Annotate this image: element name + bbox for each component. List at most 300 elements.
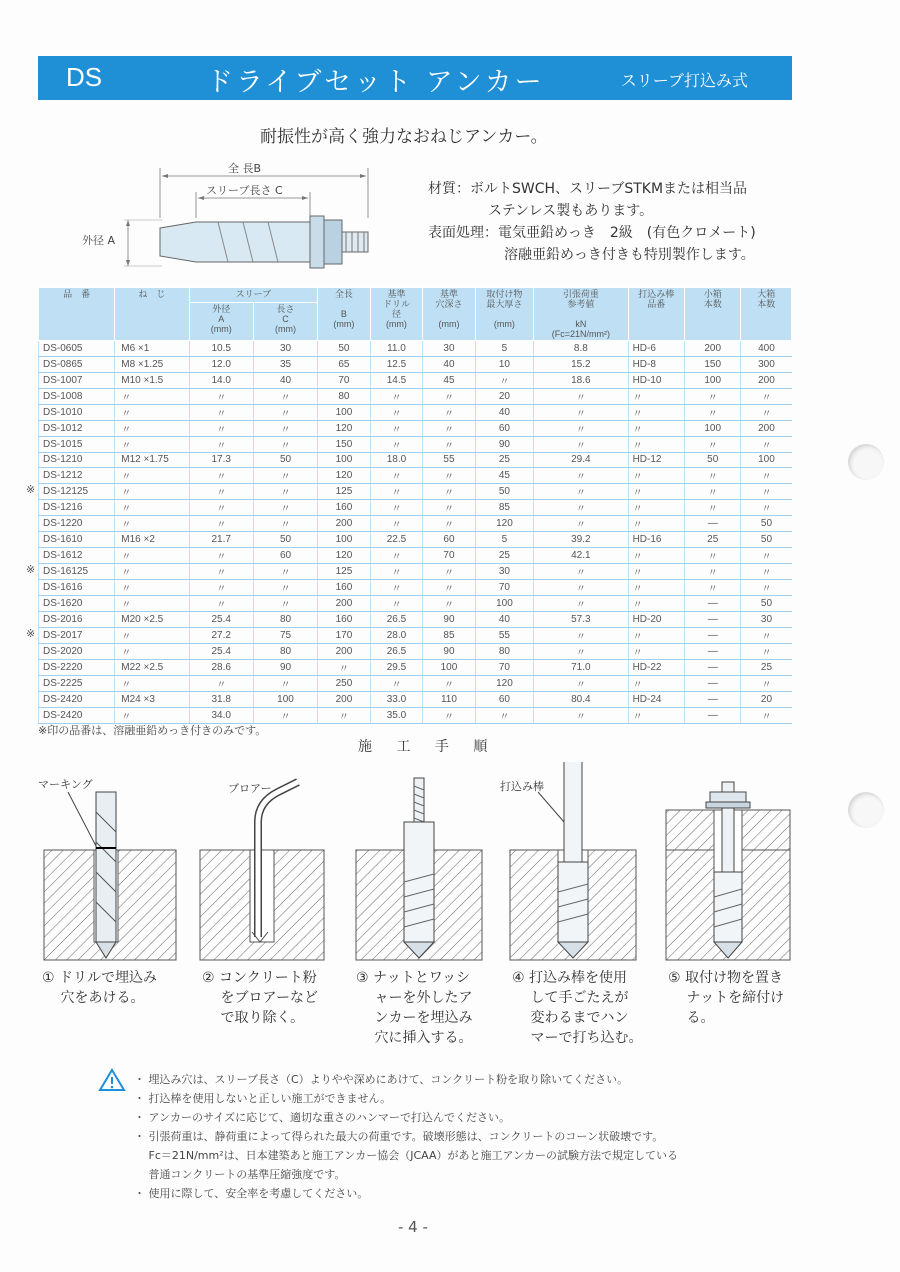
cell-large: 〃	[741, 436, 792, 452]
cell-a: 〃	[189, 548, 253, 564]
tagline: 耐振性が高く強力なおねじアンカー。	[260, 127, 548, 147]
cell-thread: 〃	[115, 436, 189, 452]
th-thread: ね じ	[115, 288, 189, 341]
cell-load: 42.1	[534, 548, 628, 564]
cell-drill: 12.5	[370, 356, 423, 372]
step-4-caption: ④ 打込み棒を使用 して手ごたえが 変わるまでハン マーで打ち込む。	[512, 970, 643, 1046]
cell-load: 〃	[534, 484, 628, 500]
cell-drill: 〃	[370, 675, 423, 691]
cell-thick: 30	[475, 564, 533, 580]
step5-drawing	[666, 782, 790, 960]
cell-depth: 85	[423, 627, 476, 643]
spec-material: 材質：ボルトSWCH、スリーブSTKMまたは相当品	[428, 181, 748, 197]
cell-thread: 〃	[115, 596, 189, 612]
cell-thread: M22 ×2.5	[115, 659, 189, 675]
cell-thread: 〃	[115, 388, 189, 404]
cell-depth: 〃	[423, 404, 476, 420]
anchor-drawing	[78, 158, 378, 278]
cell-small: —	[685, 643, 741, 659]
cell-depth: 〃	[423, 564, 476, 580]
cell-part: DS-12125	[39, 484, 115, 500]
spec-table	[38, 287, 792, 724]
cell-load: 18.6	[534, 372, 628, 388]
step-1-caption: ① ドリルで埋込み 穴をあける。	[42, 970, 158, 1006]
cell-tool: 〃	[628, 404, 684, 420]
cell-drill: 26.5	[370, 643, 423, 659]
cell-tool: HD-8	[628, 356, 684, 372]
cell-a: 〃	[189, 516, 253, 532]
binder-hole	[848, 792, 884, 828]
cell-thread: M10 ×1.5	[115, 372, 189, 388]
cell-drill: 〃	[370, 516, 423, 532]
cell-thread: M16 ×2	[115, 532, 189, 548]
cell-part: DS-2016	[39, 612, 115, 628]
cell-b: 160	[318, 612, 371, 628]
cell-a: 12.0	[189, 356, 253, 372]
th-total: 全長 B (mm)	[318, 288, 371, 341]
cell-b: 160	[318, 580, 371, 596]
cell-part: DS-1220	[39, 516, 115, 532]
cell-depth: 〃	[423, 596, 476, 612]
cell-large: 50	[741, 532, 792, 548]
cell-c: 30	[253, 341, 317, 357]
cell-drill: 35.0	[370, 707, 423, 723]
cell-depth: 55	[423, 452, 476, 468]
cell-thick: 〃	[475, 372, 533, 388]
cell-small: —	[685, 596, 741, 612]
table-row	[39, 596, 792, 612]
cell-thread: 〃	[115, 580, 189, 596]
cell-part: DS-1612	[39, 548, 115, 564]
step1-drawing	[38, 778, 176, 960]
cell-load: 〃	[534, 707, 628, 723]
cell-tool: 〃	[628, 548, 684, 564]
cell-part: DS-1216	[39, 500, 115, 516]
cell-large: 〃	[741, 500, 792, 516]
cell-tool: 〃	[628, 707, 684, 723]
cell-a: 25.4	[189, 643, 253, 659]
hot-dip-marker: ※	[26, 483, 36, 496]
cell-drill: 〃	[370, 388, 423, 404]
cell-thick: 5	[475, 532, 533, 548]
cell-part: DS-1616	[39, 580, 115, 596]
cell-depth: 45	[423, 372, 476, 388]
cell-thick: 50	[475, 484, 533, 500]
cell-a: 27.2	[189, 627, 253, 643]
marking-label: マーキング	[38, 778, 93, 791]
cell-thread: M12 ×1.75	[115, 452, 189, 468]
cell-depth: 30	[423, 341, 476, 357]
cell-load: 〃	[534, 580, 628, 596]
cell-depth: 〃	[423, 436, 476, 452]
cell-load: 29.4	[534, 452, 628, 468]
cell-c: 75	[253, 627, 317, 643]
product-subtitle: スリーブ打込み式	[620, 71, 748, 90]
cell-tool: HD-12	[628, 452, 684, 468]
cell-a: 〃	[189, 500, 253, 516]
table-row	[39, 707, 792, 723]
cell-b: 150	[318, 436, 371, 452]
cell-small: —	[685, 675, 741, 691]
cell-load: 〃	[534, 627, 628, 643]
cell-b: 100	[318, 452, 371, 468]
cell-drill: 〃	[370, 500, 423, 516]
cell-small: 〃	[685, 404, 741, 420]
cell-b: 200	[318, 516, 371, 532]
cell-c: 〃	[253, 484, 317, 500]
cell-a: 〃	[189, 580, 253, 596]
cell-drill: 〃	[370, 580, 423, 596]
cell-a: 10.5	[189, 341, 253, 357]
spec-stainless: ステンレス製もあります。	[488, 203, 654, 219]
table-row	[39, 580, 792, 596]
cell-a: 28.6	[189, 659, 253, 675]
cell-small: 〃	[685, 468, 741, 484]
th-load: 引張荷重 参考値 kN (Fc=21N/mm²)	[534, 288, 628, 341]
cell-load: 〃	[534, 404, 628, 420]
cell-load: 57.3	[534, 612, 628, 628]
cell-drill: 26.5	[370, 612, 423, 628]
th-part: 品 番	[39, 288, 115, 341]
th-depth: 基準 穴深さ (mm)	[423, 288, 476, 341]
cell-depth: 〃	[423, 675, 476, 691]
table-row	[39, 516, 792, 532]
cell-thread: 〃	[115, 548, 189, 564]
cell-c: 〃	[253, 500, 317, 516]
cell-load: 〃	[534, 643, 628, 659]
cell-tool: HD-6	[628, 341, 684, 357]
cell-thread: 〃	[115, 564, 189, 580]
cell-tool: HD-10	[628, 372, 684, 388]
cell-c: 80	[253, 643, 317, 659]
th-large: 大箱 本数	[741, 288, 792, 341]
table-row	[39, 341, 792, 357]
cell-load: 〃	[534, 596, 628, 612]
cell-depth: 〃	[423, 500, 476, 516]
material-specs	[428, 178, 756, 266]
cell-large: 50	[741, 516, 792, 532]
table-row	[39, 484, 792, 500]
note-3: ・ アンカーのサイズに応じて、適切な重さのハンマーで打込んでください。	[134, 1111, 510, 1124]
cell-small: 200	[685, 341, 741, 357]
cell-thread: 〃	[115, 404, 189, 420]
cell-drill: 33.0	[370, 691, 423, 707]
note-1: ・ 埋込み穴は、スリーブ長さ（C）よりやや深めにあけて、コンクリート粉を取り除いてください。	[134, 1073, 629, 1086]
cell-large: 〃	[741, 484, 792, 500]
cell-thread: 〃	[115, 484, 189, 500]
cell-part: DS-1210	[39, 452, 115, 468]
table-row	[39, 612, 792, 628]
cell-b: 170	[318, 627, 371, 643]
cell-c: 〃	[253, 580, 317, 596]
cell-large: 200	[741, 420, 792, 436]
cell-part: DS-2017	[39, 627, 115, 643]
cell-load: 〃	[534, 500, 628, 516]
cell-depth: 〃	[423, 468, 476, 484]
sleeve-length-label: スリーブ長さ C	[206, 184, 283, 197]
cell-depth: 〃	[423, 580, 476, 596]
note-4: ・ 引張荷重は、静荷重によって得られた最大の荷重です。破壊形態は、コンクリートのコーン状破壊です。	[134, 1130, 664, 1143]
cell-small: —	[685, 707, 741, 723]
table-row	[39, 500, 792, 516]
cell-tool: HD-24	[628, 691, 684, 707]
cell-b: 250	[318, 675, 371, 691]
driver-label: 打込み棒	[500, 780, 544, 793]
cell-load: 〃	[534, 436, 628, 452]
cell-small: —	[685, 659, 741, 675]
cell-load: 15.2	[534, 356, 628, 372]
cell-b: 〃	[318, 659, 371, 675]
cell-large: 〃	[741, 388, 792, 404]
cell-b: 50	[318, 341, 371, 357]
cell-drill: 11.0	[370, 341, 423, 357]
cell-part: DS-1007	[39, 372, 115, 388]
cell-b: 〃	[318, 707, 371, 723]
step-2-caption: ② コンクリート粉 をブロアーなど で取り除く。	[202, 970, 319, 1026]
hot-dip-marker: ※	[26, 627, 36, 640]
cell-load: 39.2	[534, 532, 628, 548]
cell-thread: 〃	[115, 675, 189, 691]
cell-thread: 〃	[115, 420, 189, 436]
cell-thick: 40	[475, 612, 533, 628]
th-outer: 外径 A (mm)	[189, 302, 253, 340]
cell-a: 〃	[189, 468, 253, 484]
cell-small: 〃	[685, 580, 741, 596]
th-length: 長さ C (mm)	[253, 302, 317, 340]
cell-b: 120	[318, 468, 371, 484]
cell-depth: 〃	[423, 484, 476, 500]
cell-thick: 〃	[475, 707, 533, 723]
th-thickness: 取付け物 最大厚さ (mm)	[475, 288, 533, 341]
cell-large: 〃	[741, 707, 792, 723]
cell-small: 50	[685, 452, 741, 468]
cell-thick: 60	[475, 691, 533, 707]
cell-load: 8.8	[534, 341, 628, 357]
cell-drill: 〃	[370, 468, 423, 484]
table-row	[39, 388, 792, 404]
cell-load: 〃	[534, 564, 628, 580]
cell-b: 200	[318, 691, 371, 707]
total-length-label: 全 長B	[228, 162, 262, 175]
cell-a: 〃	[189, 404, 253, 420]
cell-c: 〃	[253, 596, 317, 612]
cell-small: —	[685, 612, 741, 628]
cell-small: 〃	[685, 388, 741, 404]
cell-b: 120	[318, 548, 371, 564]
cell-load: 〃	[534, 388, 628, 404]
cell-small: 〃	[685, 436, 741, 452]
cell-thick: 25	[475, 548, 533, 564]
table-row	[39, 404, 792, 420]
cell-b: 120	[318, 420, 371, 436]
cell-tool: 〃	[628, 436, 684, 452]
table-row	[39, 643, 792, 659]
cell-part: DS-2220	[39, 659, 115, 675]
cell-thick: 90	[475, 436, 533, 452]
cell-small: 25	[685, 532, 741, 548]
binder-hole	[848, 444, 884, 480]
cell-c: 80	[253, 612, 317, 628]
table-row	[39, 468, 792, 484]
anchor-diagram	[78, 158, 378, 278]
cell-small: 〃	[685, 484, 741, 500]
cell-part: DS-2420	[39, 707, 115, 723]
cell-large: 〃	[741, 675, 792, 691]
cell-part: DS-2020	[39, 643, 115, 659]
spec-hot-dip: 溶融亜鉛めっき付きも特別製作します。	[504, 247, 755, 263]
cell-thread: 〃	[115, 643, 189, 659]
cell-thick: 20	[475, 388, 533, 404]
cell-depth: 100	[423, 659, 476, 675]
th-sleeve: スリーブ	[189, 288, 318, 303]
cell-a: 〃	[189, 596, 253, 612]
table-footnote: ※印の品番は、溶融亜鉛めっき付きのみです。	[38, 724, 267, 737]
note-5: Fc＝21N/mm²は、日本建築あと施工アンカー協会（JCAA）があと施工アンカーの試験方法で規定している	[134, 1149, 679, 1162]
cell-part: DS-1012	[39, 420, 115, 436]
cell-depth: 40	[423, 356, 476, 372]
cell-large: 〃	[741, 643, 792, 659]
table-row	[39, 659, 792, 675]
cell-b: 100	[318, 532, 371, 548]
note-6: 普通コンクリートの基準圧縮強度です。	[134, 1168, 346, 1181]
cell-load: 〃	[534, 516, 628, 532]
cell-c: 60	[253, 548, 317, 564]
table-row	[39, 452, 792, 468]
cell-c: 〃	[253, 388, 317, 404]
cell-c: 〃	[253, 468, 317, 484]
cell-part: DS-0605	[39, 341, 115, 357]
hot-dip-marker: ※	[26, 563, 36, 576]
cell-tool: 〃	[628, 564, 684, 580]
cell-c: 100	[253, 691, 317, 707]
cell-b: 65	[318, 356, 371, 372]
cell-depth: 〃	[423, 516, 476, 532]
cell-depth: 90	[423, 612, 476, 628]
step-3-caption: ③ ナットとワッシ ャーを外したア ンカーを埋込み 穴に挿入する。	[356, 970, 473, 1046]
cell-drill: 14.5	[370, 372, 423, 388]
cell-thread: M8 ×1.25	[115, 356, 189, 372]
cell-drill: 〃	[370, 436, 423, 452]
cell-large: 50	[741, 596, 792, 612]
cell-large: 〃	[741, 548, 792, 564]
cell-drill: 〃	[370, 420, 423, 436]
table-row	[39, 420, 792, 436]
cell-large: 30	[741, 612, 792, 628]
cell-tool: 〃	[628, 420, 684, 436]
procedure-title: 施 工 手 順	[358, 739, 498, 755]
cell-part: DS-1008	[39, 388, 115, 404]
cell-drill: 〃	[370, 404, 423, 420]
step4-drawing	[500, 762, 636, 960]
table-row	[39, 564, 792, 580]
cell-large: 〃	[741, 564, 792, 580]
cell-tool: 〃	[628, 627, 684, 643]
cell-small: 〃	[685, 500, 741, 516]
cell-thread: 〃	[115, 500, 189, 516]
cell-depth: 〃	[423, 388, 476, 404]
cell-load: 71.0	[534, 659, 628, 675]
cell-large: 400	[741, 341, 792, 357]
cell-small: 100	[685, 420, 741, 436]
cell-thick: 5	[475, 341, 533, 357]
cell-tool: HD-22	[628, 659, 684, 675]
cell-c: 〃	[253, 675, 317, 691]
cell-thread: 〃	[115, 516, 189, 532]
table-row	[39, 532, 792, 548]
outer-dia-label: 外径 A	[82, 234, 116, 247]
cell-drill: 18.0	[370, 452, 423, 468]
cell-tool: 〃	[628, 484, 684, 500]
cell-thick: 10	[475, 356, 533, 372]
cell-thick: 85	[475, 500, 533, 516]
cell-a: 〃	[189, 675, 253, 691]
cell-a: 17.3	[189, 452, 253, 468]
cell-large: 25	[741, 659, 792, 675]
cell-b: 125	[318, 484, 371, 500]
cell-small: —	[685, 627, 741, 643]
cell-depth: 110	[423, 691, 476, 707]
warning-icon	[98, 1068, 126, 1092]
page-header	[38, 56, 792, 100]
cell-thick: 70	[475, 659, 533, 675]
step3-drawing	[356, 778, 482, 960]
cell-b: 100	[318, 404, 371, 420]
cell-tool: 〃	[628, 500, 684, 516]
cell-a: 21.7	[189, 532, 253, 548]
note-2: ・ 打込棒を使用しないと正しい施工ができません。	[134, 1092, 392, 1105]
cell-small: 100	[685, 372, 741, 388]
cell-part: DS-1015	[39, 436, 115, 452]
cell-drill: 22.5	[370, 532, 423, 548]
cell-large: 20	[741, 691, 792, 707]
cell-thread: M6 ×1	[115, 341, 189, 357]
cell-large: 300	[741, 356, 792, 372]
cell-large: 〃	[741, 580, 792, 596]
cell-thread: 〃	[115, 627, 189, 643]
cell-part: DS-1620	[39, 596, 115, 612]
cell-drill: 〃	[370, 596, 423, 612]
cell-a: 〃	[189, 564, 253, 580]
cell-tool: 〃	[628, 675, 684, 691]
cell-small: —	[685, 691, 741, 707]
cell-thick: 120	[475, 675, 533, 691]
cell-a: 〃	[189, 388, 253, 404]
cell-a: 34.0	[189, 707, 253, 723]
cell-a: 14.0	[189, 372, 253, 388]
cell-c: 〃	[253, 404, 317, 420]
cell-c: 90	[253, 659, 317, 675]
cell-thread: 〃	[115, 707, 189, 723]
th-tool: 打込み棒 品番	[628, 288, 684, 341]
cell-tool: 〃	[628, 643, 684, 659]
cell-c: 50	[253, 452, 317, 468]
cell-c: 〃	[253, 516, 317, 532]
cell-drill: 〃	[370, 548, 423, 564]
table-row	[39, 548, 792, 564]
cell-tool: HD-16	[628, 532, 684, 548]
th-small: 小箱 本数	[685, 288, 741, 341]
cell-tool: 〃	[628, 580, 684, 596]
spec-surface: 表面処理：電気亜鉛めっき 2級 (有色クロメート)	[428, 225, 756, 241]
cell-part: DS-2225	[39, 675, 115, 691]
cell-b: 80	[318, 388, 371, 404]
cell-part: DS-2420	[39, 691, 115, 707]
table-row	[39, 691, 792, 707]
cell-tool: 〃	[628, 516, 684, 532]
cell-thick: 40	[475, 404, 533, 420]
cell-c: 35	[253, 356, 317, 372]
cell-large: 100	[741, 452, 792, 468]
